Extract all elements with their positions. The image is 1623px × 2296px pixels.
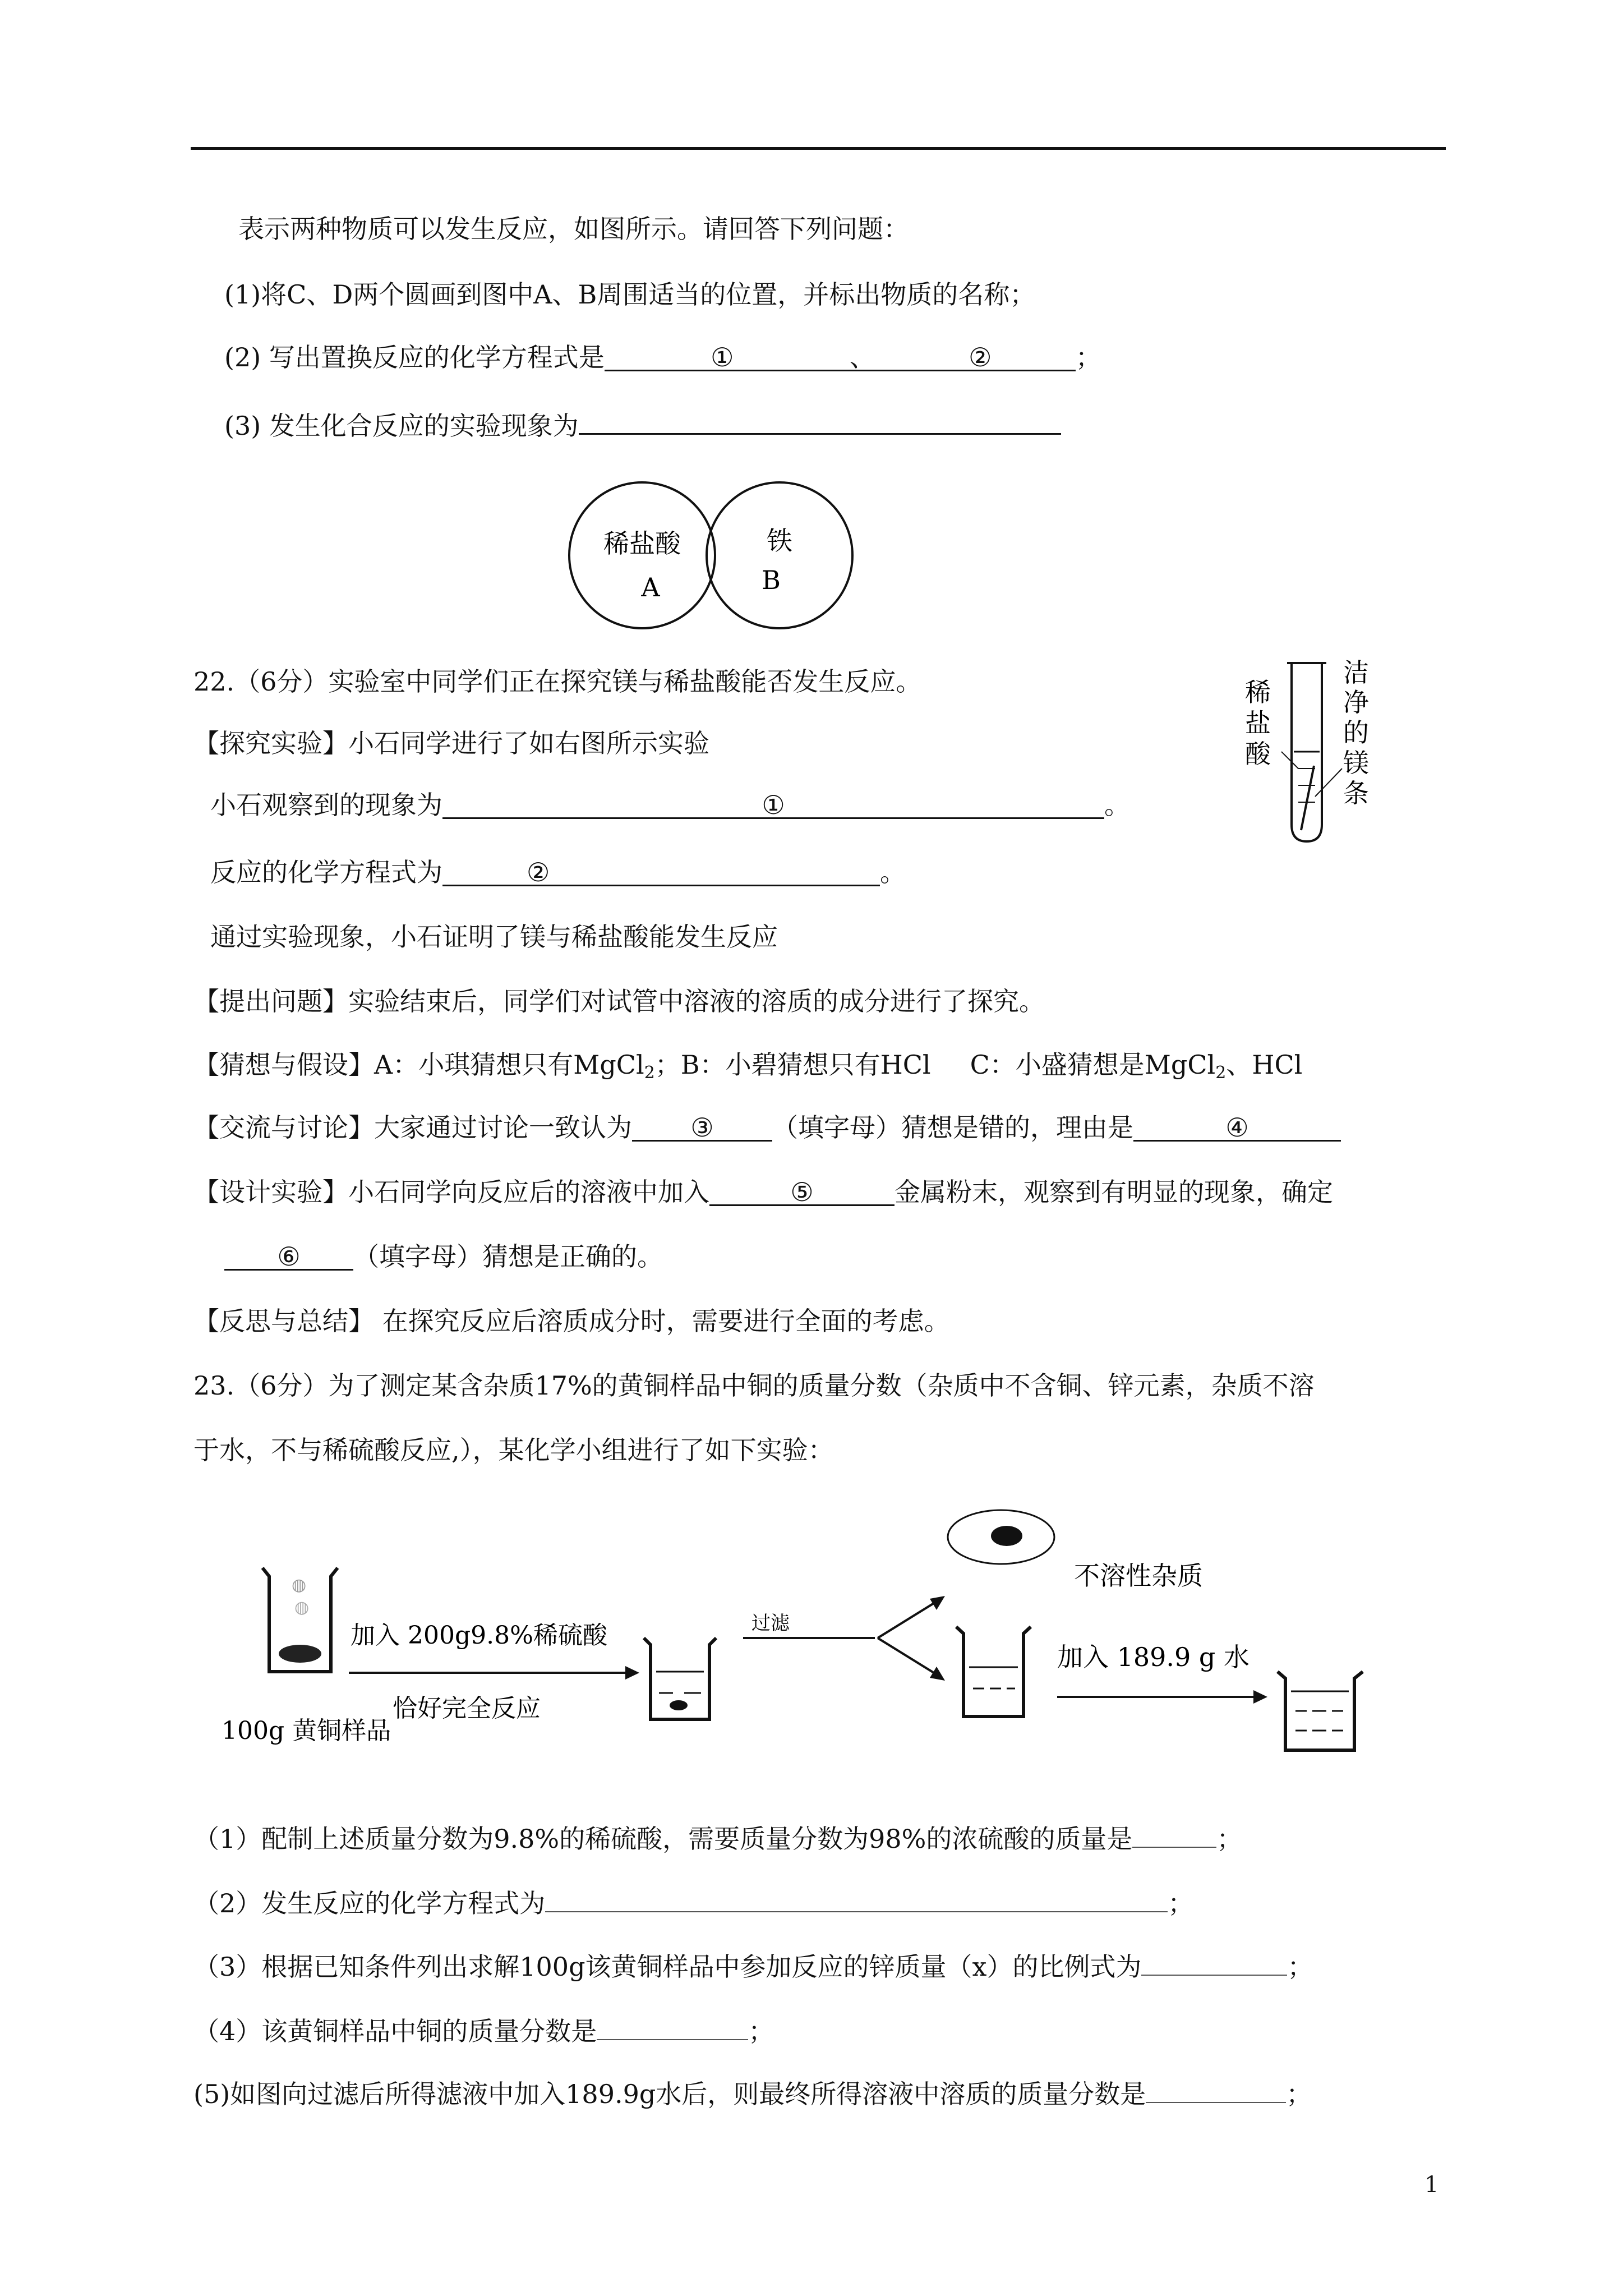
q22-reflect: 【反思与总结】 在探究反应后溶质成分时，需要进行全面的考虑。 — [193, 1306, 950, 1336]
arrow-branch-down — [878, 1638, 937, 1674]
insoluble-label: 不溶性杂质 — [1074, 1561, 1203, 1591]
tube-right-char: 洁 — [1343, 657, 1369, 688]
q22-hypothesis: 【猜想与假设】A：小琪猜想只有MgCl$_2$；B：小碧猜想只有HCl C：小盛猜想是MgCl$_2$、HCl — [193, 1050, 1303, 1083]
svg-text:◍: ◍ — [292, 1575, 307, 1595]
tube-right-char: 镁 — [1343, 748, 1369, 778]
q22-blank-5[interactable]: ⑤ — [709, 1175, 895, 1206]
experiment-diagram — [191, 1503, 1424, 1761]
tube-left-label — [1245, 677, 1271, 769]
label-pointer — [1315, 769, 1342, 797]
q22-equation: 反应的化学方程式为 ② 。 — [210, 855, 906, 889]
q23-blank-1[interactable] — [1132, 1818, 1216, 1848]
residue — [991, 1526, 1022, 1546]
q23-s4: （4）该黄铜样品中铜的质量分数是 ； — [193, 2010, 774, 2048]
page-number: 1 — [1424, 2172, 1439, 2198]
q23-blank-4[interactable] — [597, 2010, 748, 2040]
venn-label-b-letter: B — [762, 565, 781, 595]
test-tube-figure — [1242, 656, 1394, 847]
q22-blank-6[interactable]: ⑥ — [224, 1240, 353, 1271]
q22-design: 【设计实验】小石同学向反应后的溶液中加入 ⑤ 金属粉末，观察到有明显的现象，确定 — [193, 1175, 1333, 1209]
sample-label: 100g 黄铜样品 — [222, 1717, 391, 1745]
q22-conclusion: 通过实验现象，小石证明了镁与稀盐酸能发生反应 — [210, 922, 778, 952]
beaker-reaction — [644, 1638, 716, 1719]
q22-design-cont: ⑥ （填字母）猜想是正确的。 — [224, 1240, 663, 1273]
beaker-final — [1278, 1672, 1363, 1750]
q22-title: 22.（6分）实验室中同学们正在探究镁与稀盐酸能否发生反应。 — [193, 666, 922, 697]
q23-s1: （1）配制上述质量分数为9.8%的稀硫酸，需要质量分数为98%的浓硫酸的质量是 ； — [193, 1818, 1242, 1856]
q22-blank-3[interactable]: ③ — [632, 1111, 772, 1142]
q22-explore: 【探究实验】小石同学进行了如右图所示实验 — [193, 728, 709, 758]
q23-blank-5[interactable] — [1146, 2073, 1286, 2103]
add-water-label: 加入 189.9 g 水 — [1057, 1642, 1250, 1672]
q23-title-cont: 于水，不与稀硫酸反应,），某化学小组进行了如下实验： — [193, 1435, 834, 1465]
q21-part2-prefix: (2) 写出置换反应的化学方程式是 — [224, 342, 605, 372]
q21-blank-1[interactable]: ① — [605, 341, 840, 371]
tube-left-char: 酸 — [1245, 739, 1271, 769]
tube-right-char: 条 — [1343, 778, 1369, 808]
q22-question: 【提出问题】实验结束后，同学们对试管中溶液的溶质的成分进行了探究。 — [193, 986, 1045, 1016]
q22-blank-1[interactable]: ① — [442, 788, 1104, 819]
q21-blank-2[interactable]: ② — [885, 341, 1076, 371]
q22-discussion: 【交流与讨论】大家通过讨论一致认为 ③ （填字母）猜想是错的，理由是 ④ — [193, 1111, 1341, 1144]
filter-label: 过滤 — [751, 1612, 790, 1635]
arrow-branch-up — [878, 1602, 937, 1638]
q23-title: 23.（6分）为了测定某含杂质17%的黄铜样品中铜的质量分数（杂质中不含铜、锌元素，杂质不溶 — [193, 1370, 1315, 1401]
q21-part1: (1)将C、D两个圆画到图中A、B周围适当的位置，并标出物质的名称； — [224, 279, 1036, 310]
react-label: 恰好完全反应 — [393, 1694, 541, 1723]
q23-blank-3[interactable] — [1141, 1945, 1287, 1976]
explore-tag: 【探究实验】 — [193, 728, 348, 758]
intro-text: 表示两种物质可以发生反应，如图所示。请回答下列问题： — [238, 214, 909, 244]
tube-right-label — [1343, 657, 1369, 808]
q23-s2: （2）发生反应的化学方程式为 ； — [193, 1882, 1193, 1920]
header-rule — [191, 147, 1446, 150]
label-pointer — [1281, 752, 1298, 769]
svg-text:◍: ◍ — [294, 1598, 310, 1617]
q23-s3: （3）根据已知条件列出求解100g该黄铜样品中参加反应的锌质量（x）的比例式为 ； — [193, 1945, 1313, 1984]
beaker-sample — [262, 1568, 338, 1672]
beaker-filtrate — [956, 1627, 1031, 1717]
venn-label-a-letter: A — [641, 572, 660, 602]
tube-left-char: 稀 — [1245, 677, 1271, 707]
q23-blank-2[interactable] — [545, 1882, 1168, 1912]
q21-part3: (3) 发生化合反应的实验现象为 — [224, 404, 1061, 443]
venn-label-b-name: 铁 — [767, 526, 792, 556]
q22-observe: 小石观察到的现象为 ① 。 — [210, 788, 1130, 822]
q23-s5: (5)如图向过滤后所得滤液中加入189.9g水后，则最终所得溶液中溶质的质量分数是 ； — [193, 2073, 1312, 2111]
q21-part2: (2) 写出置换反应的化学方程式是 ① 、 ② ； — [224, 341, 1101, 374]
q22-blank-4[interactable]: ④ — [1133, 1111, 1341, 1142]
venn-label-a-name: 稀盐酸 — [603, 528, 681, 559]
tube-left-char: 盐 — [1245, 708, 1271, 738]
venn-diagram — [566, 474, 858, 637]
q22-blank-2[interactable]: ② — [442, 855, 880, 886]
add-acid-label: 加入 200g9.8%稀硫酸 — [351, 1621, 607, 1650]
q21-blank-3[interactable] — [579, 404, 1061, 435]
tube-right-char: 的 — [1343, 717, 1369, 748]
magnesium-strip — [1301, 766, 1314, 830]
tube-right-char: 净 — [1343, 687, 1369, 717]
